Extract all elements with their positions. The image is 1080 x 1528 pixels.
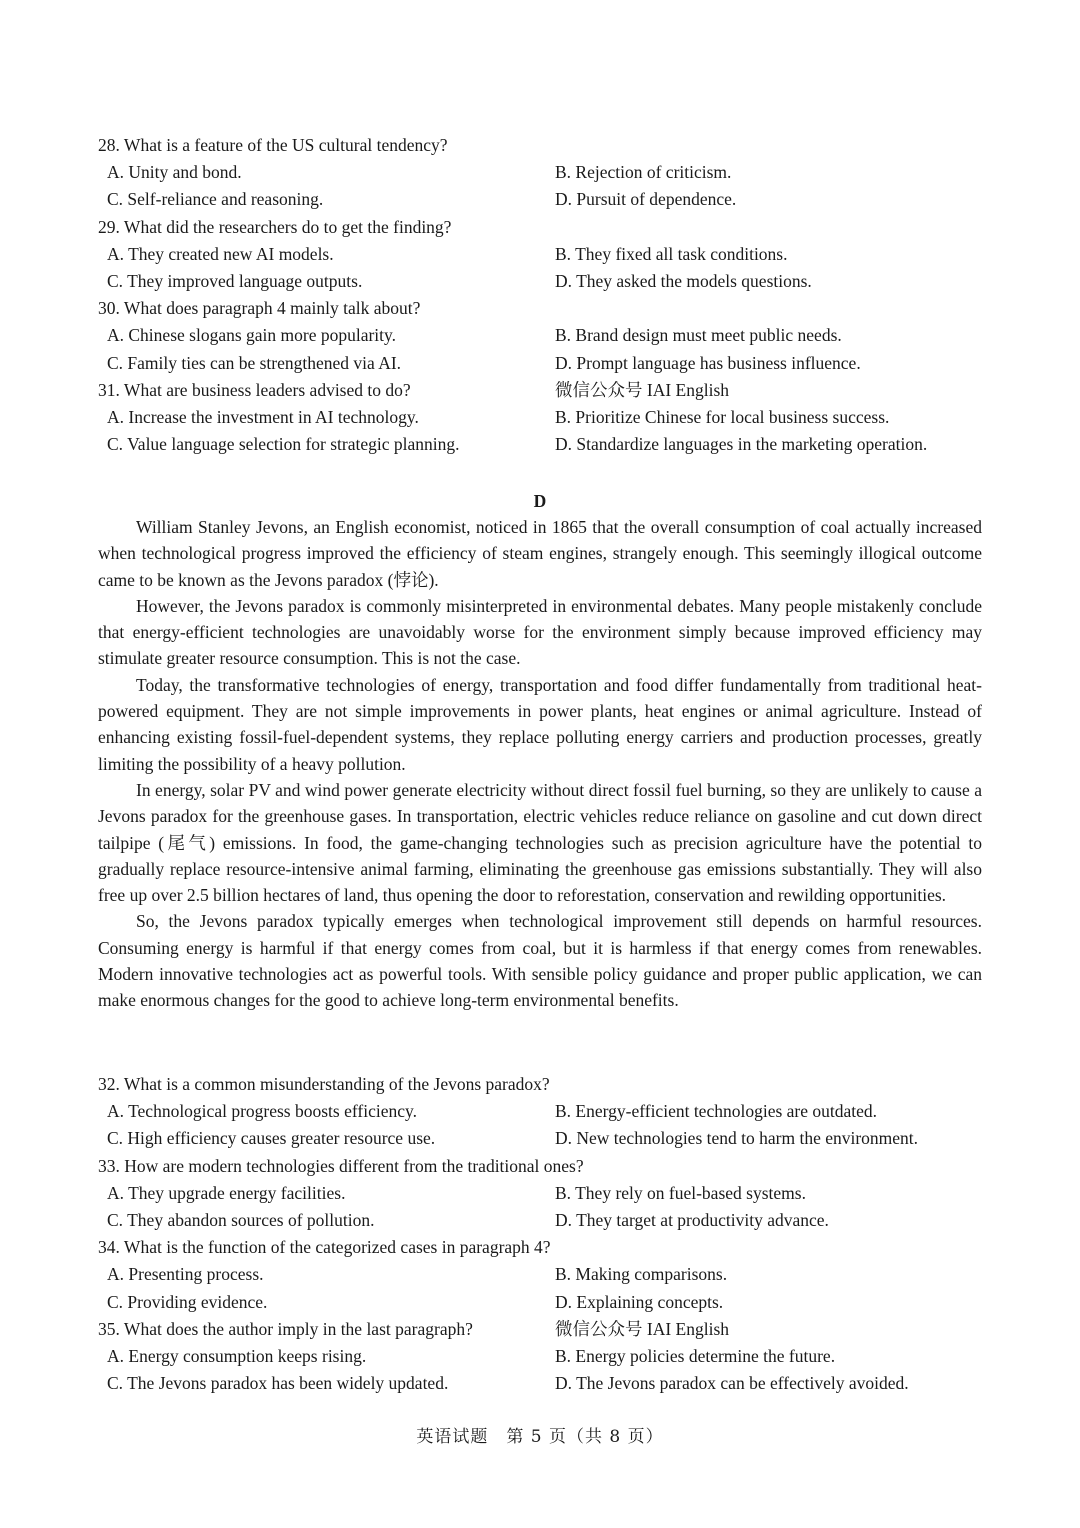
option-a: A. Unity and bond.	[107, 162, 242, 183]
option-d: D. The Jevons paradox can be effectively avoided.	[555, 1373, 909, 1394]
option-b: B. Brand design must meet public needs.	[555, 325, 842, 346]
option-b: B. They fixed all task conditions.	[555, 243, 788, 264]
option-d: D. Prompt language has business influence.	[555, 352, 861, 373]
option-c: C. Self-reliance and reasoning.	[107, 189, 324, 210]
option-a: A. Presenting process.	[107, 1264, 264, 1285]
passage-paragraph: So, the Jevons paradox typically emerges when technological improvement still depends on harmful resources. Consuming energy is harmful if that energy comes from coal, but it is harmless if that energy comes from renewables. Modern innovative technologies act as powerful tools. With sensible policy guidance and proper public application, we can make enormous changes for the good to achieve long-term environmental benefits.	[98, 911, 982, 1011]
watermark-note: 微信公众号 IAI English	[555, 1318, 730, 1339]
option-row	[98, 1180, 988, 1207]
option-d: D. New technologies tend to harm the environment.	[555, 1128, 919, 1149]
option-row	[98, 159, 988, 186]
option-row	[98, 1370, 988, 1397]
question-stem	[98, 1316, 988, 1343]
option-d: D. Standardize languages in the marketing operation.	[555, 434, 928, 455]
question-text: 31. What are business leaders advised to do?	[98, 379, 411, 400]
page-footer: 英语试题 第 5 页（共 8 页）	[416, 1427, 664, 1447]
question-stem	[98, 377, 988, 404]
option-a: A. They created new AI models.	[107, 243, 334, 264]
question-text: 34. What is the function of the categorized cases in paragraph 4?	[98, 1237, 551, 1258]
option-row	[98, 350, 988, 377]
passage-paragraph: Today, the transformative technologies of energy, transportation and food differ fundamentally from traditional heat-powered equipment. They are not simple improvements in power plants, heat engines or animal agriculture. Instead of enhancing existing fossil-fuel-dependent systems, they replace polluting energy carriers and production processes, greatly limiting the possibility of a heavy pollution.	[98, 674, 982, 774]
option-row	[98, 241, 988, 268]
question-stem	[98, 1153, 988, 1180]
option-d: D. Pursuit of dependence.	[555, 189, 737, 210]
passage-title: D	[533, 491, 547, 511]
question-text: 29. What did the researchers do to get the finding?	[98, 216, 452, 237]
question-group-bottom	[98, 1071, 988, 1397]
question-stem	[98, 1234, 988, 1261]
question-stem	[98, 132, 988, 159]
passage-paragraph: In energy, solar PV and wind power generate electricity without direct fossil fuel burning, so they are unlikely to cause a Jevons paradox for the greenhouse gases. In transportation, electric vehicles reduce reliance on gasoline and cut down direct tailpipe (尾气) emissions. In food, the game-changing technologies such as precision agriculture have the potential to gradually replace resource-intensive animal farming, eliminating the greenhouse gas emissions substantially. They will also free up over 2.5 billion hectares of land, thus opening the door to reforestation, conservation and rewilding opportunities.	[98, 779, 982, 906]
option-row	[98, 1343, 988, 1370]
question-text: 30. What does paragraph 4 mainly talk about?	[98, 298, 421, 319]
option-b: B. Energy-efficient technologies are outdated.	[555, 1101, 878, 1122]
option-row	[98, 322, 988, 349]
question-text: 28. What is a feature of the US cultural tendency?	[98, 135, 448, 155]
option-row	[98, 1125, 988, 1152]
option-b: B. Making comparisons.	[555, 1264, 728, 1285]
option-c: C. High efficiency causes greater resource use.	[107, 1128, 436, 1149]
option-row	[98, 404, 988, 431]
reading-passage	[98, 488, 982, 1014]
passage-paragraph: However, the Jevons paradox is commonly misinterpreted in environmental debates. Many people mistakenly conclude that energy-efficient technologies are unavoidably worse for the environment simply because improved efficiency may stimulate greater resource consumption. This is not the case.	[98, 595, 982, 669]
option-a: A. Chinese slogans gain more popularity.	[107, 325, 397, 346]
question-stem	[98, 1071, 988, 1098]
option-a: A. Technological progress boosts efficiency.	[107, 1101, 417, 1122]
question-group-top	[98, 132, 988, 458]
option-row	[98, 186, 988, 213]
question-stem	[98, 214, 988, 241]
option-row	[98, 1098, 988, 1125]
option-c: C. Family ties can be strengthened via AI.	[107, 352, 402, 373]
question-text: 33. How are modern technologies different from the traditional ones?	[98, 1155, 584, 1176]
option-b: B. Prioritize Chinese for local business success.	[555, 406, 890, 427]
option-c: C. They abandon sources of pollution.	[107, 1209, 375, 1230]
option-d: D. They asked the models questions.	[555, 270, 812, 291]
option-a: A. Increase the investment in AI technology.	[107, 406, 419, 427]
option-b: B. Rejection of criticism.	[555, 162, 732, 183]
option-d: D. Explaining concepts.	[555, 1291, 724, 1312]
option-row	[98, 1289, 988, 1316]
option-c: C. The Jevons paradox has been widely updated.	[107, 1373, 449, 1394]
option-row	[98, 431, 988, 458]
option-a: A. They upgrade energy facilities.	[107, 1182, 346, 1203]
option-c: C. Providing evidence.	[107, 1291, 268, 1312]
watermark-note: 微信公众号 IAI English	[555, 379, 730, 400]
option-row	[98, 1261, 988, 1288]
option-b: B. They rely on fuel-based systems.	[555, 1182, 806, 1203]
option-row	[98, 268, 988, 295]
question-text: 32. What is a common misunderstanding of the Jevons paradox?	[98, 1074, 550, 1094]
option-row	[98, 1207, 988, 1234]
option-a: A. Energy consumption keeps rising.	[107, 1345, 367, 1366]
question-stem	[98, 295, 988, 322]
option-b: B. Energy policies determine the future.	[555, 1345, 836, 1366]
option-c: C. Value language selection for strategic planning.	[107, 434, 460, 455]
option-c: C. They improved language outputs.	[107, 270, 363, 291]
question-text: 35. What does the author imply in the last paragraph?	[98, 1318, 473, 1339]
passage-paragraph: William Stanley Jevons, an English economist, noticed in 1865 that the overall consumption of coal actually increased when technological progress improved the efficiency of steam engines, strangely enough. This seemingly illogical outcome came to be known as the Jevons paradox (悖论).	[98, 517, 982, 590]
option-d: D. They target at productivity advance.	[555, 1209, 829, 1230]
